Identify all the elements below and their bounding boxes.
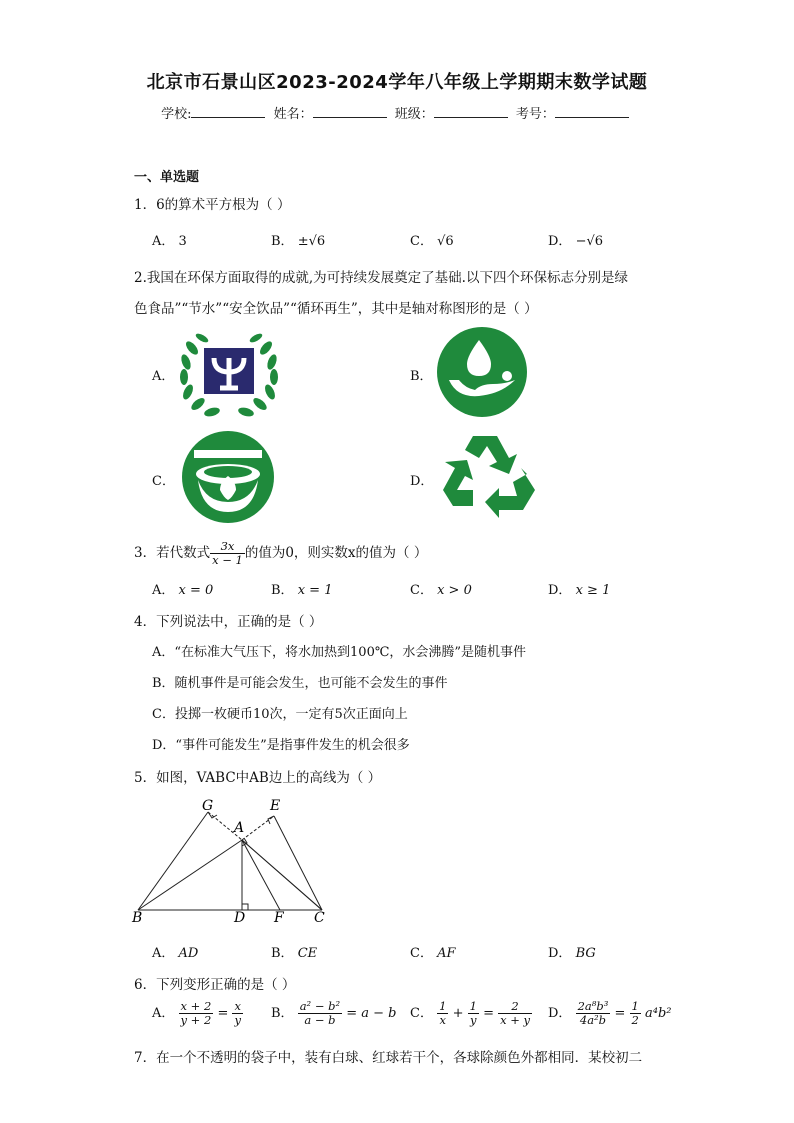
q6b-fraction bbox=[298, 1000, 342, 1027]
page-title: 北京市石景山区2023-2024学年八年级上学期期末数学试题 bbox=[146, 72, 648, 93]
q6c-frac1 bbox=[437, 1000, 448, 1027]
q3-option-a[interactable] bbox=[152, 579, 213, 598]
fraction-numerator: 2 bbox=[498, 1000, 532, 1014]
fraction-denominator: y + 2 bbox=[180, 1013, 212, 1027]
option-text: √6 bbox=[437, 234, 454, 249]
equals-sign: = bbox=[217, 1006, 229, 1021]
q6b-rhs: = a − b bbox=[346, 1006, 397, 1021]
q6d-frac1 bbox=[576, 1000, 611, 1027]
fraction-denominator: y bbox=[234, 1013, 241, 1027]
option-label: D． bbox=[548, 1006, 572, 1021]
option-label: A． bbox=[152, 234, 175, 249]
name-label: 姓名： bbox=[273, 107, 313, 122]
q1-option-b[interactable] bbox=[271, 230, 325, 249]
q6-option-b[interactable] bbox=[271, 1000, 397, 1027]
option-label: C． bbox=[410, 1006, 433, 1021]
fraction-denominator: y bbox=[470, 1013, 477, 1027]
label-C: C bbox=[314, 910, 325, 924]
q1-option-a[interactable] bbox=[152, 230, 187, 249]
q3-stem bbox=[134, 540, 427, 567]
q6-option-c[interactable] bbox=[410, 1000, 532, 1027]
option-label: B． bbox=[271, 583, 294, 598]
q3-option-b[interactable] bbox=[271, 579, 332, 598]
q4-option-c[interactable]: C．投掷一枚硬币10次，一定有5次正面向上 bbox=[152, 707, 408, 722]
fraction-numerator: a² − b² bbox=[299, 999, 341, 1013]
safe-drink-logo bbox=[180, 430, 276, 524]
q5-option-a[interactable] bbox=[152, 942, 198, 961]
option-text: CE bbox=[297, 946, 318, 961]
q5-option-d[interactable] bbox=[548, 942, 596, 961]
option-text: x = 0 bbox=[178, 583, 214, 598]
q2-option-b-label[interactable]: B． bbox=[410, 369, 433, 384]
q3-prefix: 3．若代数式 bbox=[134, 545, 211, 561]
fraction-denominator: a − b bbox=[304, 1013, 336, 1027]
fraction-numerator: x + 2 bbox=[179, 1000, 214, 1014]
label-D: D bbox=[234, 910, 246, 924]
option-label: A． bbox=[152, 946, 175, 961]
option-label: A． bbox=[152, 583, 175, 598]
equals-sign: = bbox=[614, 1006, 626, 1021]
option-text: x = 1 bbox=[297, 583, 333, 598]
label-E: E bbox=[270, 798, 281, 814]
option-label: B． bbox=[271, 946, 294, 961]
fraction-numerator: 1 bbox=[469, 999, 477, 1013]
q1-option-d[interactable] bbox=[548, 230, 603, 249]
option-label: A． bbox=[152, 1006, 175, 1021]
option-text: BG bbox=[575, 946, 596, 961]
water-saving-logo bbox=[435, 326, 529, 418]
q5-option-b[interactable] bbox=[271, 942, 317, 961]
q7-line1: 7．在一个不透明的袋子中，装有白球、红球若干个，各球除颜色外都相同．某校初二 bbox=[134, 1050, 643, 1066]
class-blank[interactable] bbox=[434, 105, 508, 118]
option-label: C． bbox=[410, 946, 433, 961]
option-label: B． bbox=[271, 234, 294, 249]
option-label: D． bbox=[548, 583, 572, 598]
label-A: A bbox=[234, 820, 245, 836]
fraction-denominator: x + y bbox=[500, 1013, 531, 1027]
q2-line1: 2.我国在环保方面取得的成就,为可持续发展奠定了基础.以下四个环保标志分别是绿 bbox=[134, 270, 628, 286]
q6a-rhs-fraction bbox=[232, 1000, 243, 1027]
q3-fraction bbox=[210, 540, 245, 567]
q2-option-a-label[interactable]: A． bbox=[152, 369, 175, 384]
option-label: D． bbox=[548, 946, 572, 961]
option-label: C． bbox=[410, 234, 433, 249]
fraction-denominator: 2 bbox=[631, 1013, 639, 1027]
fraction-denominator: x − 1 bbox=[212, 553, 243, 567]
section-heading: 一、单选题 bbox=[134, 170, 200, 185]
option-text: 3 bbox=[178, 234, 187, 249]
q4-stem: 4．下列说法中，正确的是（ ） bbox=[134, 614, 323, 630]
q2-option-d-label[interactable]: D． bbox=[410, 474, 434, 489]
label-F: F bbox=[274, 910, 284, 924]
fraction-numerator: x bbox=[234, 999, 241, 1013]
q6-stem: 6．下列变形正确的是（ ） bbox=[134, 977, 296, 993]
class-label: 班级： bbox=[394, 107, 434, 122]
option-label: B． bbox=[271, 1006, 294, 1021]
label-G: G bbox=[202, 798, 214, 814]
equals-sign: = bbox=[483, 1006, 494, 1021]
q5-stem: 5．如图，VABC中AB边上的高线为（ ） bbox=[134, 770, 382, 786]
fraction-numerator: 1 bbox=[631, 999, 639, 1013]
q4-option-d[interactable]: D．“事件可能发生”是指事件发生的机会很多 bbox=[152, 738, 410, 753]
q6-option-d[interactable] bbox=[548, 1000, 672, 1027]
label-B: B bbox=[132, 910, 143, 924]
fraction-denominator: x bbox=[439, 1013, 446, 1027]
option-text: AF bbox=[437, 946, 456, 961]
student-info-line bbox=[0, 103, 794, 122]
school-blank[interactable] bbox=[191, 105, 265, 118]
q2-option-c-label[interactable]: C． bbox=[152, 474, 175, 489]
option-text: −√6 bbox=[575, 234, 604, 249]
q4-option-b[interactable]: B．随机事件是可能会发生，也可能不会发生的事件 bbox=[152, 676, 448, 691]
number-blank[interactable] bbox=[555, 105, 629, 118]
recycle-logo bbox=[437, 428, 541, 522]
green-food-logo bbox=[178, 326, 280, 418]
q3-option-c[interactable] bbox=[410, 579, 472, 598]
q6c-frac2 bbox=[468, 1000, 479, 1027]
number-label: 考号： bbox=[515, 107, 555, 122]
option-label: C． bbox=[410, 583, 433, 598]
q1-option-c[interactable] bbox=[410, 230, 454, 249]
q4-option-a[interactable]: A．“在标准大气压下，将水加热到100℃，水会沸腾”是随机事件 bbox=[152, 645, 527, 660]
fraction-numerator: 2a⁸b³ bbox=[577, 999, 609, 1013]
option-label: D． bbox=[548, 234, 572, 249]
q6-option-a[interactable] bbox=[152, 1000, 243, 1027]
q1-stem: 1．6的算术平方根为（ ） bbox=[134, 197, 291, 213]
name-blank[interactable] bbox=[313, 105, 387, 118]
fraction-numerator: 3x bbox=[210, 540, 245, 554]
option-text: x > 0 bbox=[437, 583, 472, 598]
option-text: x ≥ 1 bbox=[575, 583, 611, 598]
q6d-frac2 bbox=[630, 1000, 641, 1027]
q5-option-c[interactable] bbox=[410, 942, 456, 961]
plus-sign: + bbox=[452, 1006, 464, 1021]
q6c-frac3 bbox=[498, 1000, 532, 1027]
option-text: AD bbox=[178, 946, 199, 961]
q3-option-d[interactable] bbox=[548, 579, 610, 598]
q2-line2: 色食品”“节水”“安全饮品”“循环再生”，其中是轴对称图形的是（ ） bbox=[134, 301, 538, 317]
option-text: ±√6 bbox=[297, 234, 326, 249]
fraction-numerator: 1 bbox=[439, 999, 447, 1013]
q6d-rhs: a⁴b² bbox=[645, 1006, 672, 1021]
q6a-lhs-fraction bbox=[179, 1000, 214, 1027]
triangle-figure bbox=[128, 796, 338, 924]
school-label: 学校: bbox=[161, 107, 192, 122]
q3-suffix: 的值为0，则实数x的值为（ ） bbox=[244, 545, 428, 561]
fraction-denominator: 4a²b bbox=[579, 1013, 607, 1027]
